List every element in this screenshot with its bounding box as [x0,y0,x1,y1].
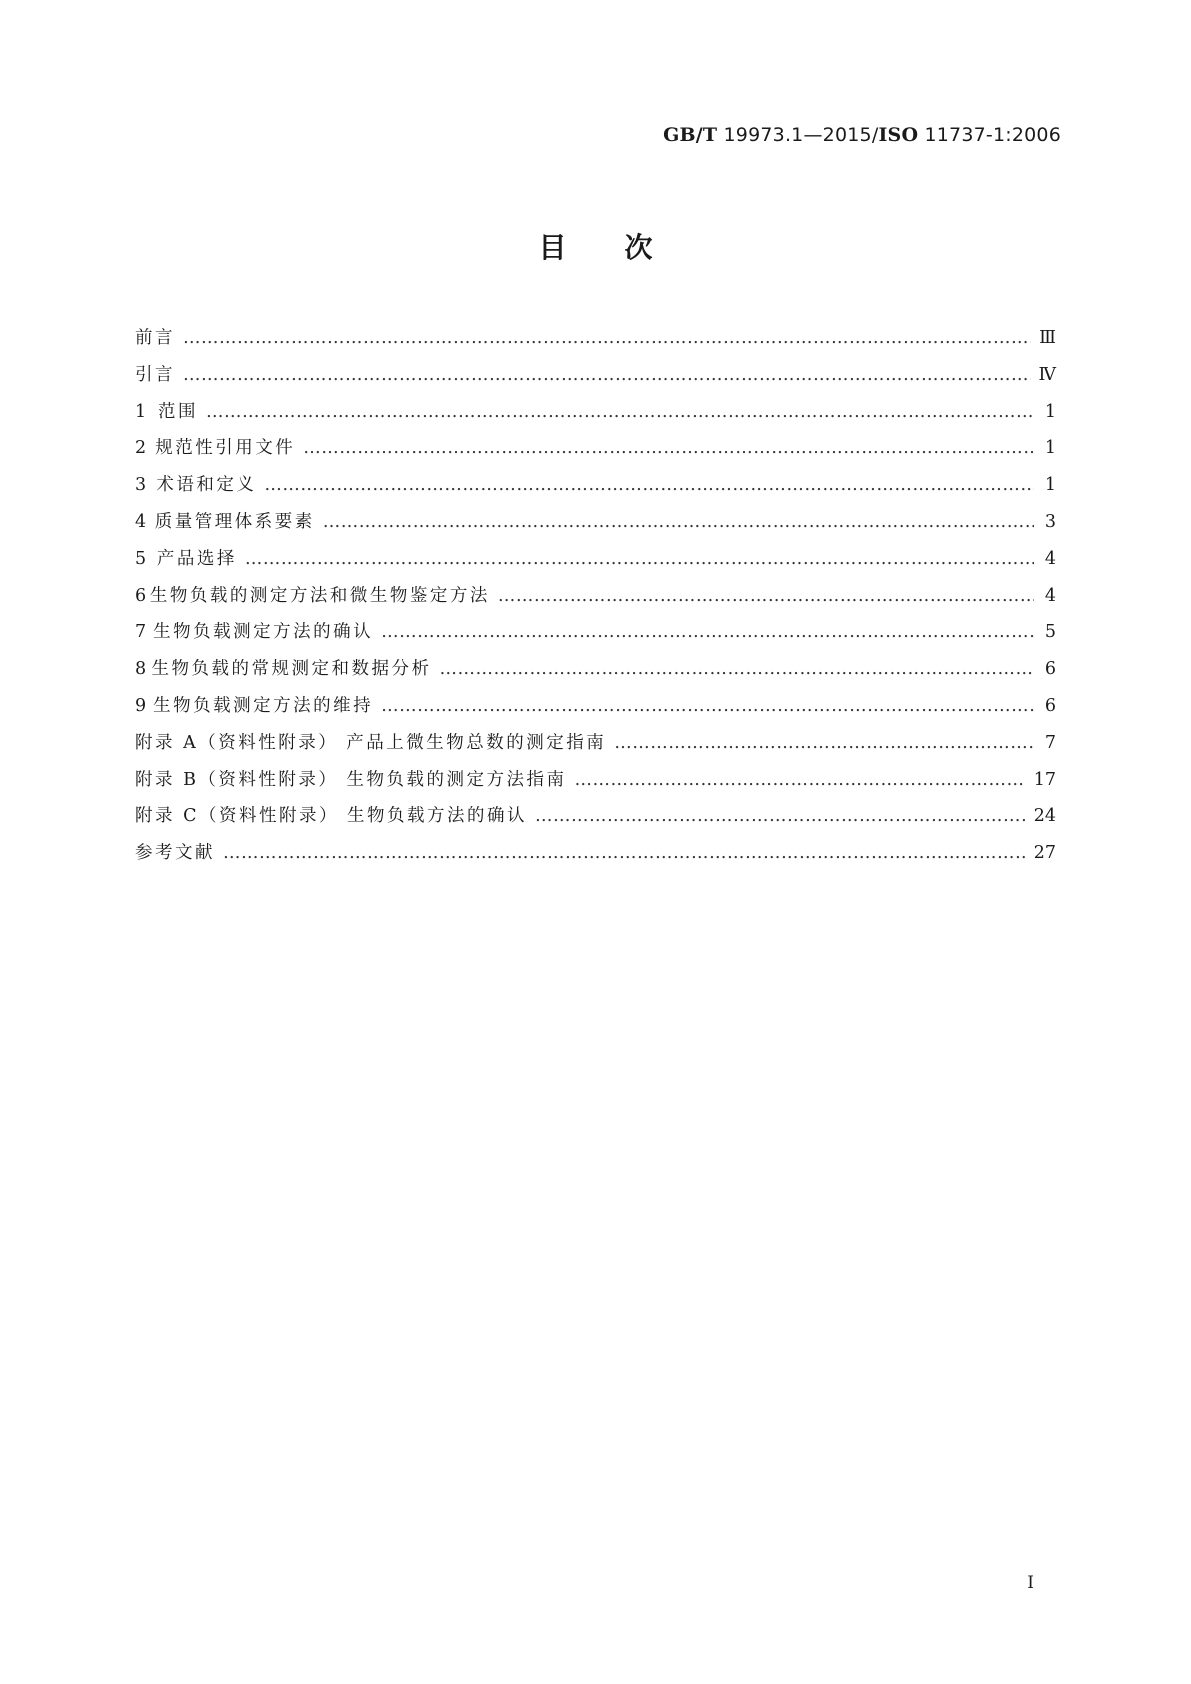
gb-number: 19973.1—2015/ [723,124,879,146]
toc-section-number: 1 [135,401,147,422]
toc-section-number: 9 [135,695,147,716]
toc-section-number: 2 [135,438,147,459]
toc-entry-introduction[interactable] [135,361,1056,398]
toc-page-number: 6 [1044,659,1056,680]
toc-entry-bibliography[interactable] [135,839,1056,876]
toc-leader [206,402,1034,422]
toc-leader [535,806,1026,826]
toc-label: 范围 [158,401,198,422]
toc-entry-annex-a[interactable] [135,729,1056,766]
toc-entry-2[interactable] [135,434,1056,471]
toc-leader [498,586,1034,606]
toc-title: 目次 [538,231,711,264]
toc-label: 附录 A（资料性附录） 产品上微生物总数的测定指南 [135,732,607,753]
toc-label: 规范性引用文件 [155,438,296,459]
toc-entry-5[interactable] [135,545,1056,582]
toc-leader [381,622,1034,642]
page-number: I [1027,1573,1034,1593]
toc-leader [183,365,1031,385]
toc-entry-9[interactable] [135,692,1056,729]
toc-section-number: 8 [135,659,147,680]
toc-entry-annex-c[interactable] [135,802,1056,839]
toc-section-number: 3 [135,475,147,496]
toc-page-number: Ⅳ [1038,364,1056,385]
toc-section-number: 6 [135,585,147,606]
toc-page-number: 1 [1044,401,1056,422]
toc-page-number: 1 [1044,475,1056,496]
toc-page-number: 3 [1044,511,1056,532]
toc-leader [245,549,1034,569]
toc-page-number: Ⅲ [1039,328,1056,348]
toc-leader [183,328,1031,348]
toc-label: 生物负载测定方法的维持 [153,695,374,716]
toc-label: 产品选择 [156,548,237,569]
toc-entry-1[interactable] [135,398,1056,435]
toc-leader [223,843,1026,863]
toc-page-number: 4 [1044,548,1056,569]
iso-code: ISO [878,124,919,146]
toc-page-number: 6 [1044,695,1056,716]
toc-entry-4[interactable] [135,508,1056,545]
toc-label: 引言 [135,364,175,385]
toc-label: 前言 [135,328,175,348]
toc-leader [381,696,1034,716]
toc-label: 生物负载的测定方法和微生物鉴定方法 [149,585,490,606]
toc-page-number: 7 [1044,732,1056,753]
toc-page-number: 24 [1033,806,1056,827]
toc-leader [264,475,1034,495]
toc-entry-3[interactable] [135,471,1056,508]
toc-leader [440,659,1034,679]
gb-code: GB/T [663,124,718,146]
toc-page-number: 17 [1033,769,1056,790]
toc-entry-annex-b[interactable] [135,766,1056,803]
toc-page-number: 27 [1033,843,1056,864]
toc-label: 术语和定义 [156,475,257,496]
toc-label: 参考文献 [135,843,215,864]
toc-label: 质量管理体系要素 [154,511,315,532]
toc-label: 附录 C（资料性附录） 生物负载方法的确认 [135,806,528,827]
toc-entry-foreword[interactable] [135,324,1056,361]
toc-section-number: 7 [135,622,147,643]
document-header [663,124,1061,146]
toc-section-number: 4 [135,511,147,532]
toc-label: 生物负载的常规测定和数据分析 [151,659,432,680]
toc-entry-8[interactable] [135,655,1056,692]
toc-label: 生物负载测定方法的确认 [153,622,374,643]
toc-page-number: 4 [1044,585,1056,606]
toc-entry-7[interactable] [135,618,1056,655]
iso-number: 11737-1:2006 [924,124,1061,146]
toc-entry-6[interactable] [135,582,1056,619]
toc-leader [614,733,1034,753]
toc-page-number: 5 [1044,622,1056,643]
toc-section-number: 5 [135,548,147,569]
toc-leader [323,512,1034,532]
toc-page-number: 1 [1044,438,1056,459]
toc-leader [574,770,1025,790]
table-of-contents [135,324,1056,876]
toc-label: 附录 B（资料性附录） 生物负载的测定方法指南 [135,769,567,790]
toc-leader [303,438,1034,458]
